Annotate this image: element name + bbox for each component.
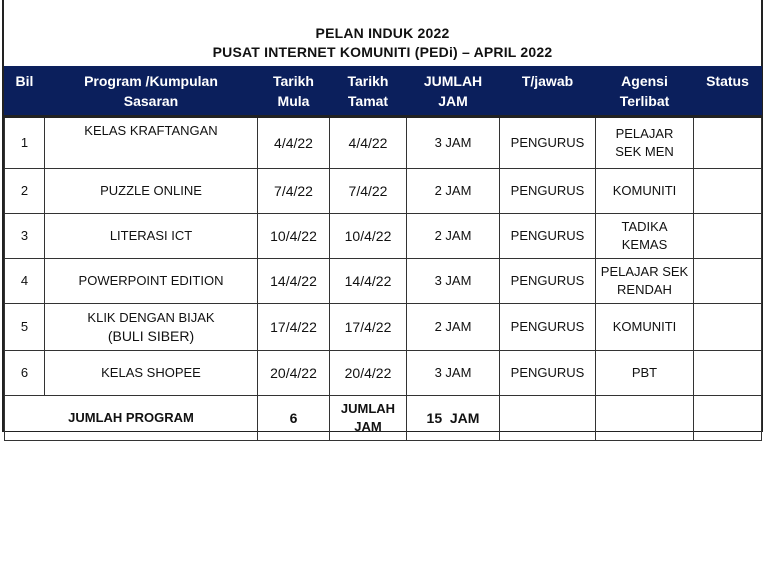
cell-agensi: PELAJAR SEK RENDAH [596,259,694,304]
cell-tarikh-tamat: 14/4/22 [330,259,407,304]
cell-tjawab: PENGURUS [500,169,596,214]
total-empty-status [694,396,762,441]
cell-program: PUZZLE ONLINE [45,169,258,214]
cell-tarikh-mula: 4/4/22 [258,117,330,169]
cell-agensi: PBT [596,351,694,396]
total-jam-label: JUMLAH JAM [330,396,407,441]
cell-agensi: PELAJAR SEK MEN [596,117,694,169]
header-program: Program /Kumpulan Sasaran [45,67,258,117]
cell-tjawab: PENGURUS [500,351,596,396]
cell-program: POWERPOINT EDITION [45,259,258,304]
total-row [5,396,762,441]
table-row [5,117,762,169]
cell-status [694,169,762,214]
cell-status [694,351,762,396]
cell-jam: 2 JAM [407,214,500,259]
cell-jam: 3 JAM [407,117,500,169]
cell-tjawab: PENGURUS [500,214,596,259]
table-row [5,351,762,396]
program-table [4,66,762,441]
total-empty-agensi [596,396,694,441]
cell-bil: 1 [5,117,45,169]
cell-tarikh-tamat: 17/4/22 [330,304,407,351]
header-jumlah-jam: JUMLAH JAM [407,67,500,117]
header-agensi: Agensi Terlibat [596,67,694,117]
cell-jam: 2 JAM [407,169,500,214]
total-empty-tjawab [500,396,596,441]
title-line-2: PUSAT INTERNET KOMUNITI (PEDi) – APRIL 2022 [212,44,553,60]
header-row [5,67,762,117]
cell-tarikh-mula: 10/4/22 [258,214,330,259]
header-tarikh-mula: Tarikh Mula [258,67,330,117]
document-title [4,0,761,66]
cell-tjawab: PENGURUS [500,117,596,169]
total-count: 6 [258,396,330,441]
table-row [5,214,762,259]
cell-bil: 2 [5,169,45,214]
cell-tarikh-tamat: 10/4/22 [330,214,407,259]
cell-tarikh-tamat: 7/4/22 [330,169,407,214]
cell-program: LITERASI ICT [45,214,258,259]
cell-status [694,214,762,259]
cell-program: KELAS SHOPEE [45,351,258,396]
cell-tjawab: PENGURUS [500,259,596,304]
cell-tarikh-tamat: 20/4/22 [330,351,407,396]
cell-bil: 5 [5,304,45,351]
cell-status [694,117,762,169]
total-jam-value: 15 JAM [407,396,500,441]
header-tjawab: T/jawab [500,67,596,117]
cell-bil: 6 [5,351,45,396]
cell-agensi: TADIKA KEMAS [596,214,694,259]
cell-tarikh-mula: 7/4/22 [258,169,330,214]
cell-agensi: KOMUNITI [596,169,694,214]
cell-tarikh-mula: 17/4/22 [258,304,330,351]
cell-program: KELAS KRAFTANGAN [45,117,258,169]
table-row [5,304,762,351]
cell-status [694,259,762,304]
cell-jam: 3 JAM [407,259,500,304]
title-line-1: PELAN INDUK 2022 [315,25,450,41]
cell-bil: 4 [5,259,45,304]
cell-jam: 3 JAM [407,351,500,396]
cell-status [694,304,762,351]
header-tarikh-tamat: Tarikh Tamat [330,67,407,117]
cell-program: KLIK DENGAN BIJAK (BULI SIBER) [45,304,258,351]
cell-agensi: KOMUNITI [596,304,694,351]
cell-tarikh-tamat: 4/4/22 [330,117,407,169]
table-row [5,169,762,214]
cell-tarikh-mula: 14/4/22 [258,259,330,304]
header-bil: Bil [5,67,45,117]
cell-bil: 3 [5,214,45,259]
header-status: Status [694,67,762,117]
document-sheet [2,0,763,432]
cell-tarikh-mula: 20/4/22 [258,351,330,396]
cell-tjawab: PENGURUS [500,304,596,351]
table-row [5,259,762,304]
cell-jam: 2 JAM [407,304,500,351]
total-label: JUMLAH PROGRAM [5,396,258,441]
